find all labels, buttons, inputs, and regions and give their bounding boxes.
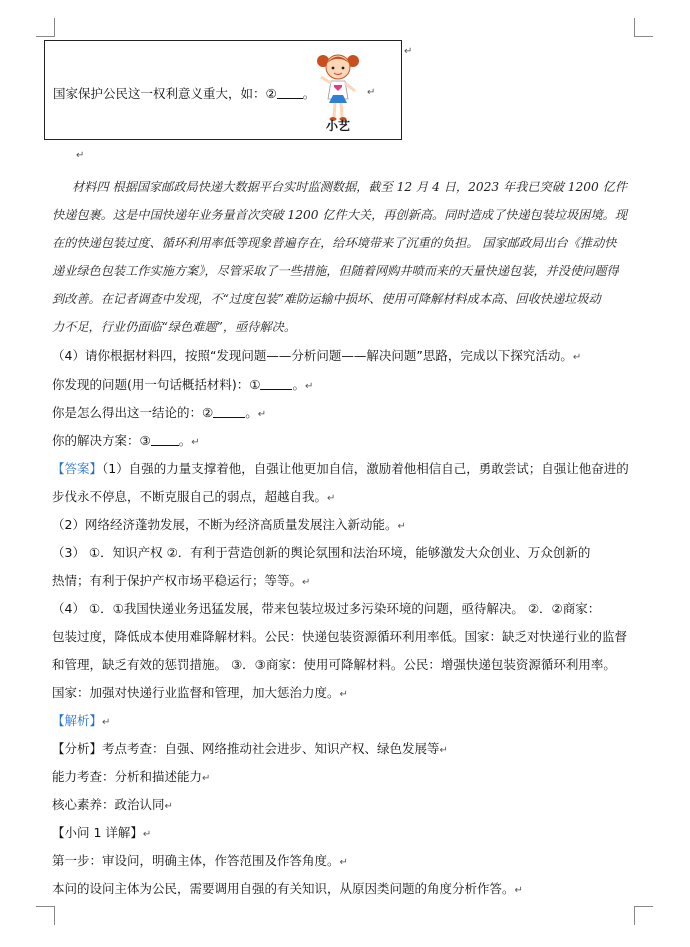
crop-mark-bottom-left [36, 906, 55, 925]
material-line-3: 在的快递包装过度、循环利用率低等现象普遍存在，给环境带来了沉重的负担。 国家邮政局出台《推动快 [52, 236, 617, 250]
material-line-1: 材料四 根据国家邮政局快递大数据平台实时监测数据，截至 12 月 4 日，2023 年我已突破 1200 亿件 [72, 180, 628, 194]
material-line-2: 快递包裹。这是中国快递年业务量首次突破 1200 亿件大关，再创新高。同时造成了快递包装垃圾困境。现 [52, 208, 628, 222]
paragraph-mark: ↵ [404, 46, 413, 57]
question-4-item-3: 你的解决方案：③ 。↵ [52, 433, 200, 448]
answer-paragraph-3-cont: 热情；有利于保护产权市场平稳运行；等等。↵ [52, 573, 311, 588]
question-4-prompt: （4）请你根据材料四，按照“发现问题——分析问题——解决问题”思路，完成以下探究活动。↵ [52, 348, 582, 363]
answer-paragraph-4-line-4: 国家：加强对快递行业监督和管理，加大惩治力度。↵ [52, 685, 348, 700]
crop-mark-bottom-right [634, 906, 653, 925]
crop-mark-top-left [36, 18, 55, 37]
answer-paragraph-2: （2）网络经济蓬勃发展，不断为经济高质量发展注入新动能。↵ [52, 517, 406, 532]
analysis-body: 本问的设问主体为公民，需要调用自强的有关知识，从原因类问题的角度分析作答。↵ [52, 881, 523, 896]
paragraph-mark: ↵ [76, 150, 85, 161]
answer-paragraph-4: （4） ①．①我国快递业务迅猛发展，带来包装垃圾过多污染环境的问题，亟待解决。 ②．②商家： [52, 601, 601, 616]
callout-text: 国家保护公民这一权利意义重大，如：② 。 [53, 86, 316, 101]
analysis-label: 【解析】 [52, 713, 103, 728]
analysis-heading: 【解析】↵ [52, 713, 111, 728]
answer-blank-2[interactable] [213, 405, 245, 418]
answer-paragraph-4-line-3: 和管理，缺乏有效的惩罚措施。 ③．③商家：使用可降解材料。公民：增强快递包装资源循环利用率。 [52, 657, 616, 672]
sub-question-1-heading: 【小问 1 详解】↵ [52, 825, 152, 840]
answer-blank[interactable] [277, 86, 303, 99]
material-line-6: 力不足，行业仍面临“绿色难题”，亟待解决。 [52, 320, 297, 334]
analysis-ability: 能力考查：分析和描述能力↵ [52, 769, 211, 784]
paragraph-mark: ↵ [367, 87, 376, 98]
character-label: 小艺 [326, 119, 351, 133]
step-one: 第一步：审设问，明确主体，作答范围及作答角度。↵ [52, 853, 348, 868]
answer-blank-3[interactable] [151, 433, 179, 446]
girl-illustration [313, 47, 363, 123]
analysis-core-literacy: 核心素养：政治认同↵ [52, 797, 173, 812]
answer-blank-1[interactable] [260, 377, 292, 390]
callout-box [44, 40, 402, 140]
answer-paragraph-4-line-2: 包装过度，降低成本使用难降解材料。公民：快递包装资源循环利用率低。国家：缺乏对快递行业的监督 [52, 629, 628, 644]
material-line-5: 到改善。在记者调查中发现，不“过度包装”难防运输中损坏、使用可降解材料成本高、回收快递垃圾动 [52, 292, 601, 306]
answer-paragraph-1-cont: 步伐永不停息，不断克服自己的弱点，超越自我。↵ [52, 489, 336, 504]
question-4-item-1: 你发现的问题(用一句话概括材料)：① 。↵ [52, 377, 314, 392]
crop-mark-top-right [634, 18, 653, 37]
material-line-4: 递业绿色包装工作实施方案》，尽管采取了一些措施，但随着网购井喷而来的天量快递包装，并没使问题得 [52, 264, 619, 278]
answer-paragraph-1: 【答案】（1）自强的力量支撑着他，自强让他更加自信，激励着他相信自己，勇敢尝试；自强让他奋进的 [52, 461, 629, 476]
answer-label: 【答案】 [52, 461, 103, 476]
analysis-points: 【分析】考点考查：自强、网络推动社会进步、知识产权、绿色发展等↵ [52, 741, 448, 756]
question-4-item-2: 你是怎么得出这一结论的：② 。↵ [52, 405, 267, 420]
answer-paragraph-3: （3） ①．知识产权 ②．有利于营造创新的舆论氛围和法治环境，能够激发大众创业、万众创新的 [52, 545, 591, 560]
